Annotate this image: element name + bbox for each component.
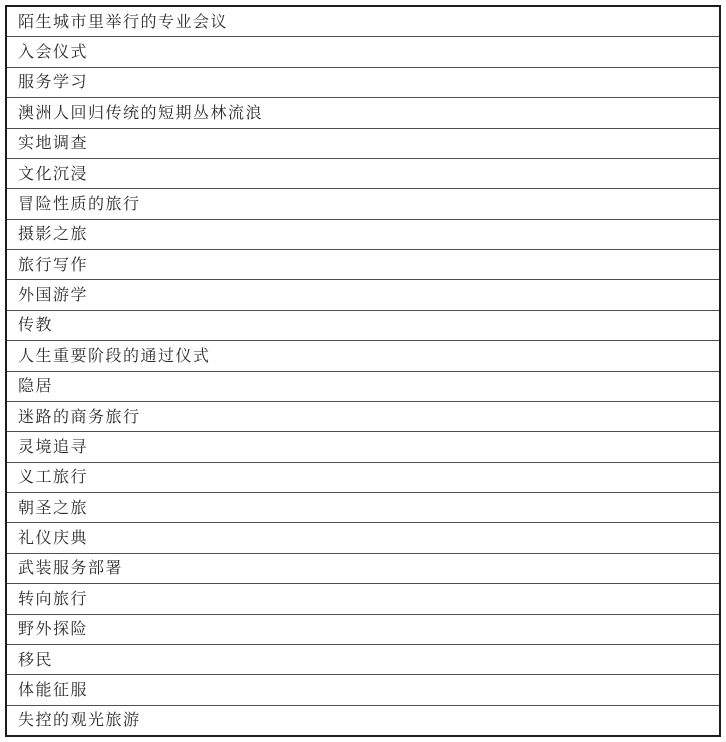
table-row [7,280,719,310]
document-table [5,5,721,737]
row-label: 服务学习 [18,72,89,92]
table-row [7,493,719,523]
row-label: 移民 [18,649,54,669]
table-row [7,554,719,584]
table-row [7,37,719,67]
table-row [7,523,719,553]
row-label: 迷路的商务旅行 [18,406,141,426]
row-label: 摄影之旅 [18,224,89,244]
table-row [7,402,719,432]
table-row [7,372,719,402]
table-row [7,645,719,675]
row-label: 失控的观光旅游 [18,710,141,730]
table-row [7,68,719,98]
row-label: 澳洲人回归传统的短期丛林流浪 [18,102,264,122]
row-label: 文化沉浸 [18,163,89,183]
row-label: 旅行写作 [18,254,89,274]
table-row [7,675,719,705]
row-label: 实地调查 [18,133,89,153]
row-label: 隐居 [18,376,54,396]
table-row [7,220,719,250]
table-row [7,463,719,493]
row-label: 传教 [18,315,54,335]
row-label: 陌生城市里举行的专业会议 [18,11,229,31]
table-row [7,159,719,189]
table-row [7,189,719,219]
row-label: 入会仪式 [18,42,89,62]
row-label: 灵境追寻 [18,436,89,456]
table-row [7,129,719,159]
row-label: 外国游学 [18,285,89,305]
table-row [7,615,719,645]
row-label: 人生重要阶段的通过仪式 [18,345,211,365]
row-label: 朝圣之旅 [18,497,89,517]
table-row [7,250,719,280]
table-row [7,432,719,462]
row-label: 转向旅行 [18,588,89,608]
row-label: 义工旅行 [18,467,89,487]
row-label: 冒险性质的旅行 [18,193,141,213]
row-label: 武装服务部署 [18,558,124,578]
table-row [7,341,719,371]
table-row [7,7,719,37]
table-row [7,584,719,614]
table-row [7,311,719,341]
row-label: 野外探险 [18,619,89,639]
row-label: 礼仪庆典 [18,528,89,548]
row-label: 体能征服 [18,679,89,699]
table-row [7,706,719,735]
table-row [7,98,719,128]
